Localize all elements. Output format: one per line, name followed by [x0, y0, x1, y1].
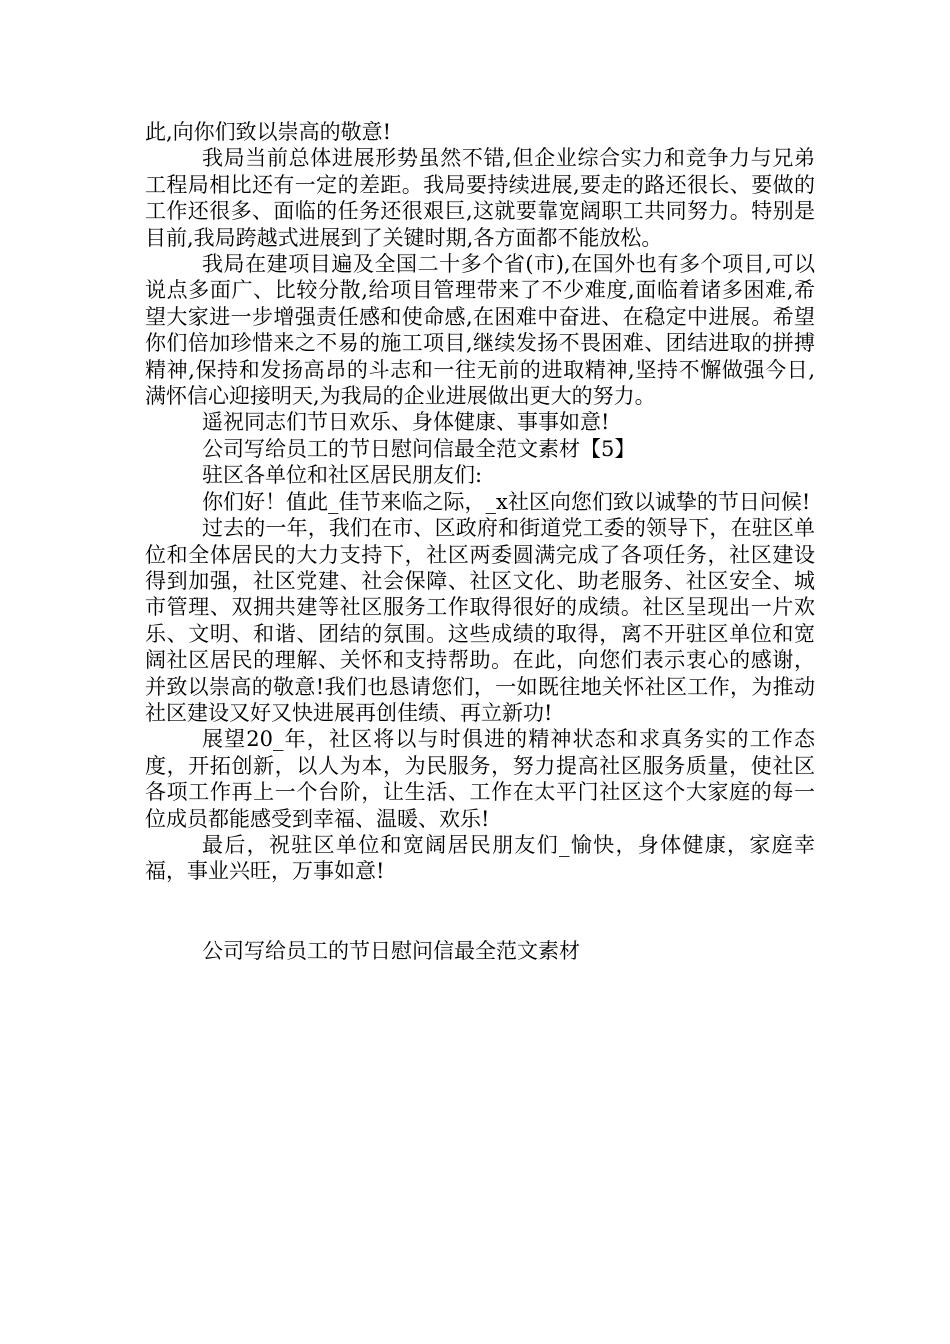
- paragraph-greeting: 你们好！值此_佳节来临之际，_x社区向您们致以诚挚的节日问候!: [202, 489, 811, 514]
- section-heading: 公司写给员工的节日慰问信最全范文素材【5】: [202, 436, 636, 461]
- paragraph-outlook: 展望20_年，社区将以与时俱进的精神状态和求真务实的工作态度，开拓创新，以人为本，为民服务，努力提高社区服务质量，使社区各项工作再上一个台阶，让生活、工作在太平门社区这个大家庭的每一位成员都能感受到幸福、温暖、欢乐!: [145, 727, 815, 831]
- paragraph-bureau-status: 我局当前总体进展形势虽然不错,但企业综合实力和竞争力与兄弟工程局相比还有一定的差距。我局要持续进展,要走的路还很长、要做的工作还很多、面临的任务还很艰巨,这就要靠宽阔职工共同努力。特别是目前,我局跨越式进展到了关键时期,各方面都不能放松。: [145, 146, 815, 250]
- paragraph-past-year: 过去的一年，我们在市、区政府和街道党工委的领导下，在驻区单位和全体居民的大力支持下，社区两委圆满完成了各项任务，社区建设得到加强，社区党建、社会保障、社区文化、助老服务、社区安全、城市管理、双拥共建等社区服务工作取得很好的成绩。社区呈现出一片欢乐、文明、和谐、团结的氛围。这些成绩的取得，离不开驻区单位和宽阔社区居民的理解、关怀和支持帮助。在此，向您们表示衷心的感谢，并致以崇高的敬意!我们也恳请您们，一如既往地关怀社区工作，为推动社区建设又好又快进展再创佳绩、再立新功!: [145, 516, 815, 725]
- footer-title: 公司写给员工的节日慰问信最全范文素材: [202, 938, 580, 963]
- paragraph-closing-line: 此,向你们致以崇高的敬意!: [145, 120, 392, 144]
- salutation: 驻区各单位和社区居民朋友们:: [202, 463, 483, 488]
- document-body: [145, 119, 815, 964]
- paragraph-wishes: 遥祝同志们节日欢乐、身体健康、事事如意!: [202, 410, 610, 435]
- paragraph-final-wishes: 最后，祝驻区单位和宽阔居民朋友们_愉快，身体健康，家庭幸福，事业兴旺，万事如意!: [145, 832, 815, 884]
- paragraph-bureau-projects: 我局在建项目遍及全国二十多个省(市),在国外也有多个项目,可以说点多面广、比较分散,给项目管理带来了不少难度,面临着诸多困难,希望大家进一步增强责任感和使命感,在困难中奋进、在稳定中进展。希望你们倍加珍惜来之不易的施工项目,继续发扬不畏困难、团结进取的拼搏精神,保持和发扬高昂的斗志和一往无前的进取精神,坚持不懈做强今日,满怀信心迎接明天,为我局的企业进展做出更大的努力。: [145, 252, 815, 409]
